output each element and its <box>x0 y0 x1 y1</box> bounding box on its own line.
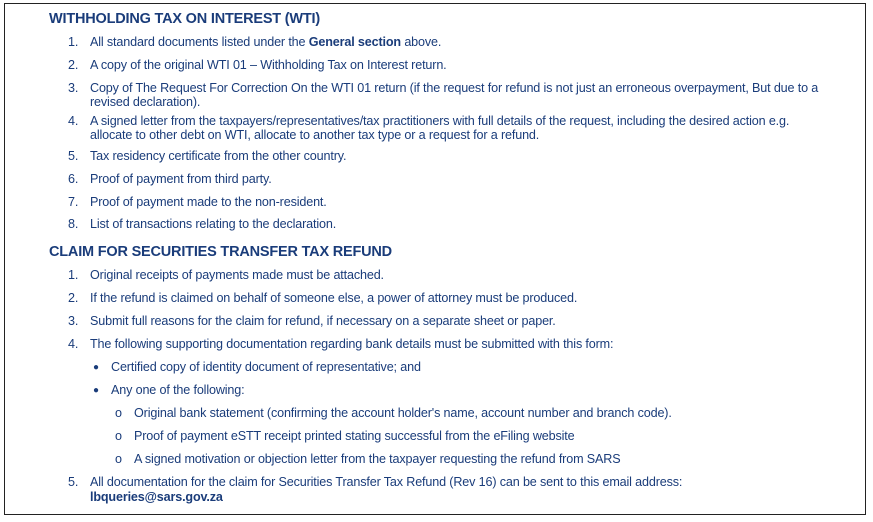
item-text: Submit full reasons for the claim for refund, if necessary on a separate sheet or paper. <box>90 314 556 328</box>
item-text: above. <box>400 35 442 49</box>
item-number: 3. <box>68 81 79 95</box>
item-text: All standard documents listed under the <box>90 35 309 49</box>
stt-heading: CLAIM FOR SECURITIES TRANSFER TAX REFUND <box>49 244 392 260</box>
bullet-dot-icon: ● <box>93 362 99 373</box>
item-number: 1. <box>68 35 79 49</box>
item-number: 4. <box>68 337 79 351</box>
item-number: 4. <box>68 114 79 128</box>
item-text-line1: Copy of The Request For Correction On the WTI 01 return (if the request for refund is not just an erroneous overpayment, But due to a <box>90 81 819 95</box>
wti-heading: WITHHOLDING TAX ON INTEREST (WTI) <box>49 11 321 27</box>
item-text: If the refund is claimed on behalf of someone else, a power of attorney must be produced. <box>90 291 578 305</box>
item-number: 2. <box>68 291 79 305</box>
item-text-line1: A signed letter from the taxpayers/representatives/tax practitioners with full details of the request, including the desired action e.g. <box>90 114 790 128</box>
item-number: 6. <box>68 172 79 186</box>
item-number: 8. <box>68 217 79 231</box>
circle-bullet-icon: o <box>115 452 122 466</box>
email-address-link[interactable]: lbqueries@sars.gov.za <box>90 490 223 504</box>
bullet-text: Certified copy of identity document of representative; and <box>111 360 421 374</box>
item-number: 5. <box>68 149 79 163</box>
item-number: 5. <box>68 475 79 489</box>
item-text-line1: All documentation for the claim for Securities Transfer Tax Refund (Rev 16) can be sent to this email address: <box>90 475 683 489</box>
item-text: A copy of the original WTI 01 – Withholding Tax on Interest return. <box>90 58 447 72</box>
item-text-line2: revised declaration). <box>90 95 201 109</box>
item-number: 1. <box>68 268 79 282</box>
item-text-line2: allocate to other debt on WTI, allocate to another tax type or a request for a refund. <box>90 128 540 142</box>
sub-bullet-text: Original bank statement (confirming the account holder's name, account number and branch code). <box>134 406 672 420</box>
item-number: 3. <box>68 314 79 328</box>
document-frame <box>4 3 866 515</box>
circle-bullet-icon: o <box>115 406 122 420</box>
sub-bullet-text: Proof of payment eSTT receipt printed stating successful from the eFiling website <box>134 429 575 443</box>
item-text: Original receipts of payments made must be attached. <box>90 268 384 282</box>
item-text: The following supporting documentation regarding bank details must be submitted with this form: <box>90 337 614 351</box>
item-text: Tax residency certificate from the other country. <box>90 149 347 163</box>
sub-bullet-text: A signed motivation or objection letter from the taxpayer requesting the refund from SARS <box>134 452 621 466</box>
item-text: List of transactions relating to the declaration. <box>90 217 337 231</box>
item-number: 2. <box>68 58 79 72</box>
general-section-link-text: General section <box>308 35 401 49</box>
item-text: Proof of payment made to the non-resident. <box>90 195 327 209</box>
bullet-text: Any one of the following: <box>111 383 245 397</box>
item-number: 7. <box>68 195 79 209</box>
bullet-dot-icon: ● <box>93 385 99 396</box>
item-text: Proof of payment from third party. <box>90 172 272 186</box>
circle-bullet-icon: o <box>115 429 122 443</box>
